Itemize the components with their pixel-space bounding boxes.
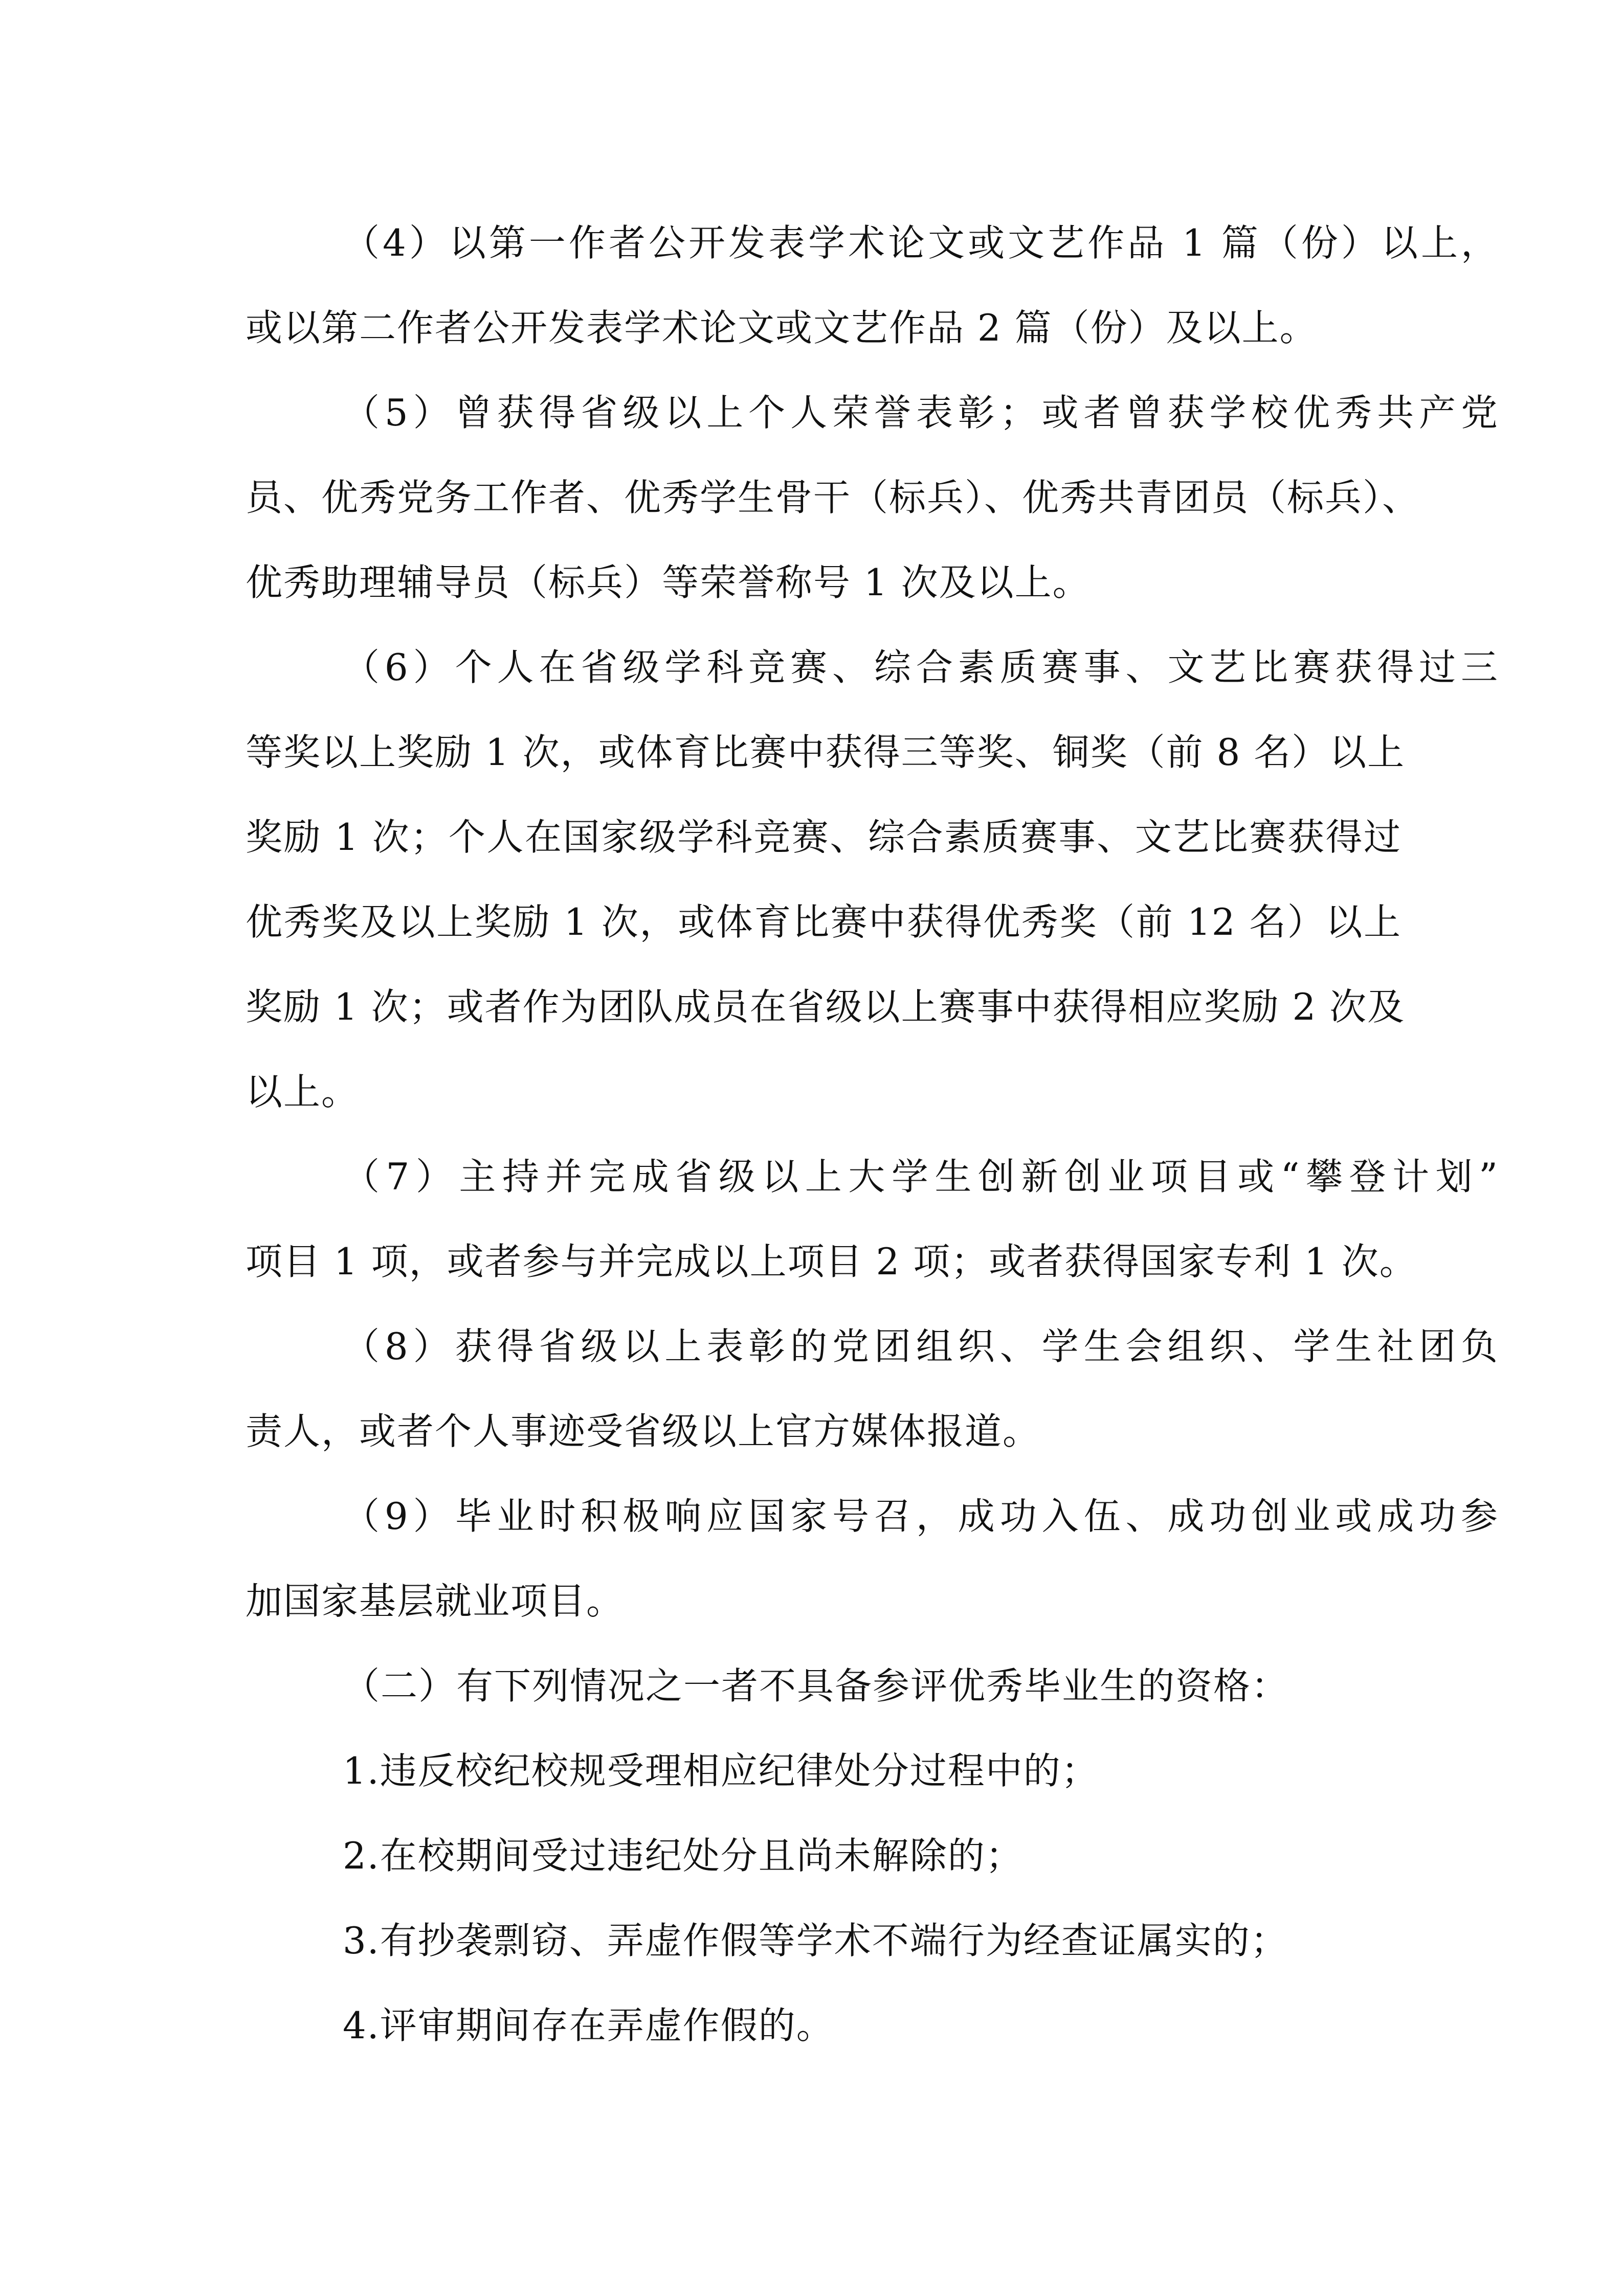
text-line: （5）曾获得省级以上个人荣誉表彰；或者曾获学校优秀共产党 (343, 391, 1499, 434)
list-item: 4.评审期间存在弄虚作假的。 (343, 2004, 834, 2047)
text-line: 员、优秀党务工作者、优秀学生骨干（标兵）、优秀共青团员（标兵）、 (246, 476, 1420, 519)
list-item: 2.在校期间受过违纪处分且尚未解除的； (343, 1834, 1024, 1877)
text-line: 以上。 (246, 1070, 360, 1113)
text-line: （6）个人在省级学科竞赛、综合素质赛事、文艺比赛获得过三 (343, 646, 1499, 689)
text-line: 优秀奖及以上奖励 1 次，或体育比赛中获得优秀奖（前 12 名）以上 (246, 901, 1401, 943)
text-line: （4）以第一作者公开发表学术论文或文艺作品 1 篇（份）以上， (343, 221, 1499, 264)
text-line: 或以第二作者公开发表学术论文或文艺作品 2 篇（份）及以上。 (246, 306, 1318, 349)
text-line: （8）获得省级以上表彰的党团组织、学生会组织、学生社团负 (343, 1325, 1499, 1368)
text-line: 奖励 1 次；个人在国家级学科竞赛、综合素质赛事、文艺比赛获得过 (246, 816, 1401, 859)
text-line: 责人，或者个人事迹受省级以上官方媒体报道。 (246, 1410, 1041, 1453)
text-line: 优秀助理辅导员（标兵）等荣誉称号 1 次及以上。 (246, 561, 1091, 604)
list-item: 3.有抄袭剽窃、弄虚作假等学术不端行为经查证属实的； (343, 1919, 1288, 1962)
section-heading: （二）有下列情况之一者不具备参评优秀毕业生的资格： (343, 1664, 1289, 1707)
text-line: （7）主持并完成省级以上大学生创新创业项目或“攀登计划” (343, 1155, 1499, 1198)
text-line: （9）毕业时积极响应国家号召，成功入伍、成功创业或成功参 (343, 1495, 1499, 1538)
list-item: 1.违反校纪校规受理相应纪律处分过程中的； (343, 1749, 1099, 1792)
text-line: 加国家基层就业项目。 (246, 1580, 625, 1623)
text-line: 项目 1 项，或者参与并完成以上项目 2 项；或者获得国家专利 1 次。 (246, 1240, 1417, 1283)
text-line: 等奖以上奖励 1 次，或体育比赛中获得三等奖、铜奖（前 8 名）以上 (246, 731, 1406, 774)
text-line: 奖励 1 次；或者作为团队成员在省级以上赛事中获得相应奖励 2 次及 (246, 985, 1406, 1028)
